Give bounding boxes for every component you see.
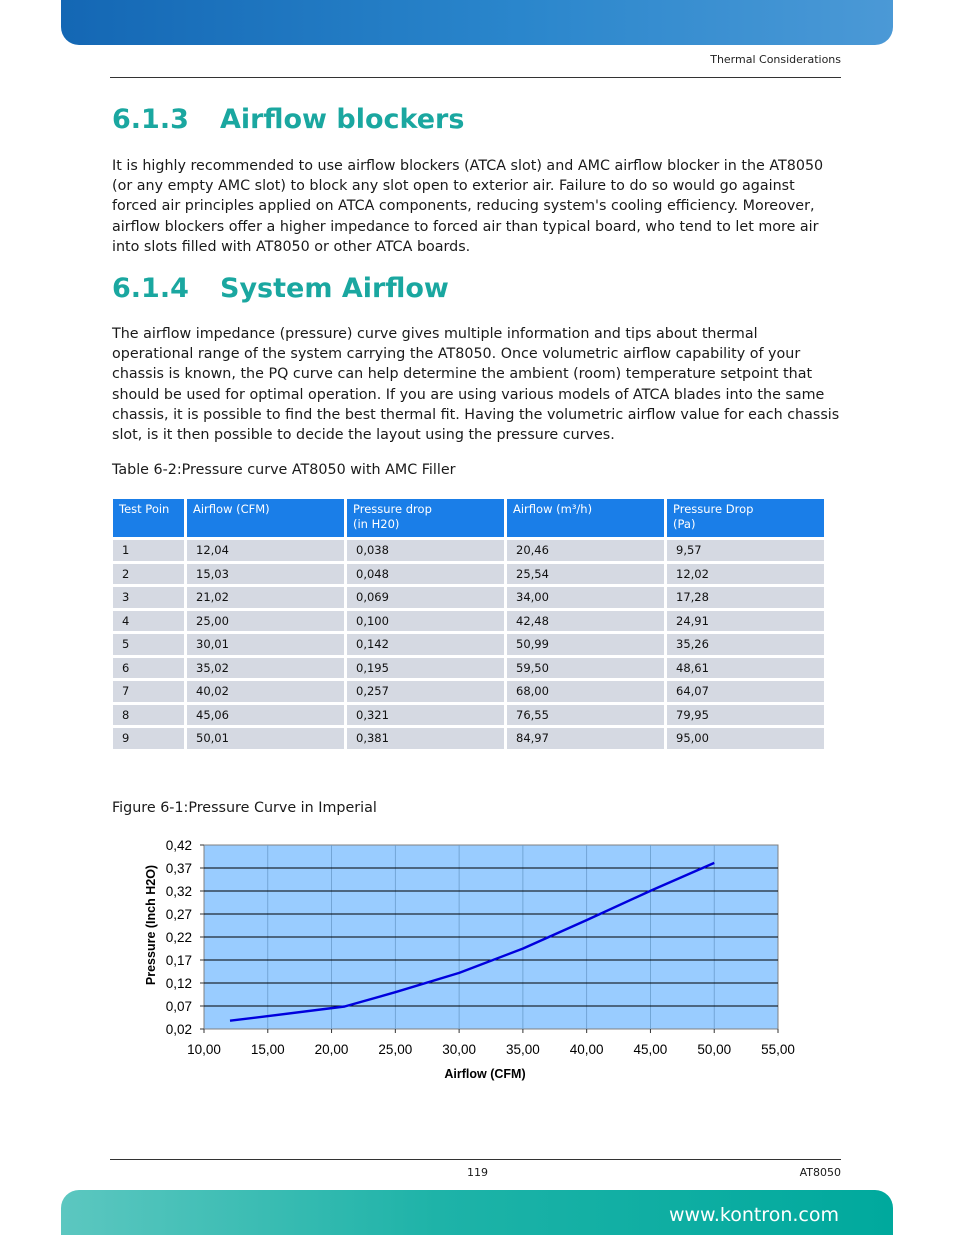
table-cell: 4	[113, 611, 184, 632]
section-heading-airflow-blockers	[112, 104, 464, 135]
table-cell: 17,28	[667, 587, 824, 608]
section-title: System Airflow	[220, 273, 449, 304]
section-title: Airflow blockers	[220, 104, 465, 135]
table-cell: 84,97	[507, 728, 664, 749]
table-cell: 45,06	[187, 705, 344, 726]
table-row	[113, 634, 824, 655]
x-tick-label: 30,00	[442, 1042, 477, 1057]
table-cell: 0,069	[347, 587, 504, 608]
y-tick-label: 0,22	[165, 930, 192, 945]
table-cell: 40,02	[187, 681, 344, 702]
table-row	[113, 728, 824, 749]
table-header-row	[113, 499, 824, 537]
chart-svg	[140, 835, 800, 1090]
pressure-curve-chart	[140, 835, 800, 1090]
website-link[interactable]: www.kontron.com	[668, 1204, 839, 1226]
y-tick-label: 0,02	[165, 1022, 192, 1037]
x-tick-label: 40,00	[569, 1042, 604, 1057]
table-cell: 9	[113, 728, 184, 749]
table-cell: 21,02	[187, 587, 344, 608]
table-row	[113, 587, 824, 608]
table-cell: 50,99	[507, 634, 664, 655]
table-cell: 48,61	[667, 658, 824, 679]
table-cell: 25,54	[507, 564, 664, 585]
document-name: AT8050	[799, 1166, 841, 1179]
header-airflow-m3h: Airflow (m³/h)	[507, 499, 664, 537]
y-tick-label: 0,12	[165, 976, 192, 991]
section-number: 6.1.4	[112, 273, 189, 304]
x-tick-label: 15,00	[250, 1042, 285, 1057]
table-cell: 12,04	[187, 540, 344, 561]
x-tick-label: 50,00	[697, 1042, 732, 1057]
table-cell: 0,257	[347, 681, 504, 702]
paragraph-airflow-blockers: It is highly recommended to use airflow blockers (ATCA slot) and AMC airflow blocker in the AT8050 (or any empty AMC slot) to block any slot open to exterior air. Failure to do so would go against forced air principles applied on ATCA components, reducing system's cooling efficiency. Moreover, airflow blockers offer a higher impedance to forced air than typical board, who tend to let more air into slots filled with AT8050 or other ATCA boards.	[112, 158, 824, 255]
paragraph-system-airflow: The airflow impedance (pressure) curve gives multiple information and tips about thermal operational range of the system carrying the AT8050. Once volumetric airflow capability of your chassis is known, the PQ curve can help determine the ambient (room) temperature setpoint that should be used for optimal operation. If you are using various models of ATCA blades into the same chassis, it is possible to find the best thermal fit. Having the volumetric airflow value for each chassis slot, is it then possible to decide the layout using the pressure curves.	[112, 326, 840, 444]
footer-band	[61, 1190, 893, 1235]
table-cell: 24,91	[667, 611, 824, 632]
table-cell: 2	[113, 564, 184, 585]
table-cell: 0,381	[347, 728, 504, 749]
y-tick-label: 0,37	[165, 861, 192, 876]
table-cell: 95,00	[667, 728, 824, 749]
table-cell: 0,195	[347, 658, 504, 679]
x-tick-label: 55,00	[761, 1042, 795, 1057]
y-tick-label: 0,27	[165, 907, 192, 922]
table-row	[113, 681, 824, 702]
header-rule	[110, 77, 841, 78]
page-number: 119	[467, 1166, 488, 1179]
table-cell: 6	[113, 658, 184, 679]
table-cell: 79,95	[667, 705, 824, 726]
table-cell: 35,02	[187, 658, 344, 679]
header-airflow-cfm: Airflow (CFM)	[187, 499, 344, 537]
table-cell: 59,50	[507, 658, 664, 679]
table-row	[113, 611, 824, 632]
table-cell: 64,07	[667, 681, 824, 702]
table-cell: 0,038	[347, 540, 504, 561]
header-pressure-inh2o: Pressure drop (in H20)	[347, 499, 504, 537]
table-cell: 0,142	[347, 634, 504, 655]
header-test-point: Test Poin	[113, 499, 184, 537]
pressure-curve-table	[110, 496, 827, 752]
x-axis-label: Airflow (CFM)	[444, 1067, 526, 1081]
table-cell: 8	[113, 705, 184, 726]
table-cell: 3	[113, 587, 184, 608]
table-cell: 68,00	[507, 681, 664, 702]
table-row	[113, 564, 824, 585]
running-header: Thermal Considerations	[710, 53, 841, 66]
table-cell: 50,01	[187, 728, 344, 749]
x-tick-label: 45,00	[633, 1042, 668, 1057]
table-cell: 25,00	[187, 611, 344, 632]
footer-rule	[110, 1159, 841, 1160]
table-cell: 9,57	[667, 540, 824, 561]
table-cell: 20,46	[507, 540, 664, 561]
table-cell: 7	[113, 681, 184, 702]
table-row	[113, 658, 824, 679]
table-row	[113, 705, 824, 726]
table-cell: 76,55	[507, 705, 664, 726]
x-tick-label: 25,00	[378, 1042, 413, 1057]
header-pressure-pa: Pressure Drop (Pa)	[667, 499, 824, 537]
y-tick-label: 0,42	[165, 838, 192, 853]
table-cell: 0,048	[347, 564, 504, 585]
section-number: 6.1.3	[112, 104, 189, 135]
table-row	[113, 540, 824, 561]
figure-caption: Figure 6-1:Pressure Curve in Imperial	[112, 800, 377, 816]
x-tick-label: 10,00	[187, 1042, 221, 1057]
table-cell: 0,100	[347, 611, 504, 632]
y-axis-label: Pressure (Inch H2O)	[144, 864, 158, 986]
y-tick-label: 0,07	[165, 999, 192, 1014]
table-cell: 35,26	[667, 634, 824, 655]
table-cell: 34,00	[507, 587, 664, 608]
table-cell: 1	[113, 540, 184, 561]
y-tick-label: 0,32	[165, 884, 192, 899]
table-cell: 42,48	[507, 611, 664, 632]
table-body	[113, 540, 824, 749]
x-tick-label: 35,00	[505, 1042, 540, 1057]
y-tick-label: 0,17	[165, 953, 192, 968]
table-cell: 12,02	[667, 564, 824, 585]
table-caption: Table 6-2:Pressure curve AT8050 with AMC Filler	[112, 462, 456, 478]
table-cell: 30,01	[187, 634, 344, 655]
table-cell: 0,321	[347, 705, 504, 726]
table-cell: 15,03	[187, 564, 344, 585]
header-band	[61, 0, 893, 45]
section-heading-system-airflow	[112, 273, 449, 304]
x-tick-label: 20,00	[314, 1042, 349, 1057]
table-cell: 5	[113, 634, 184, 655]
